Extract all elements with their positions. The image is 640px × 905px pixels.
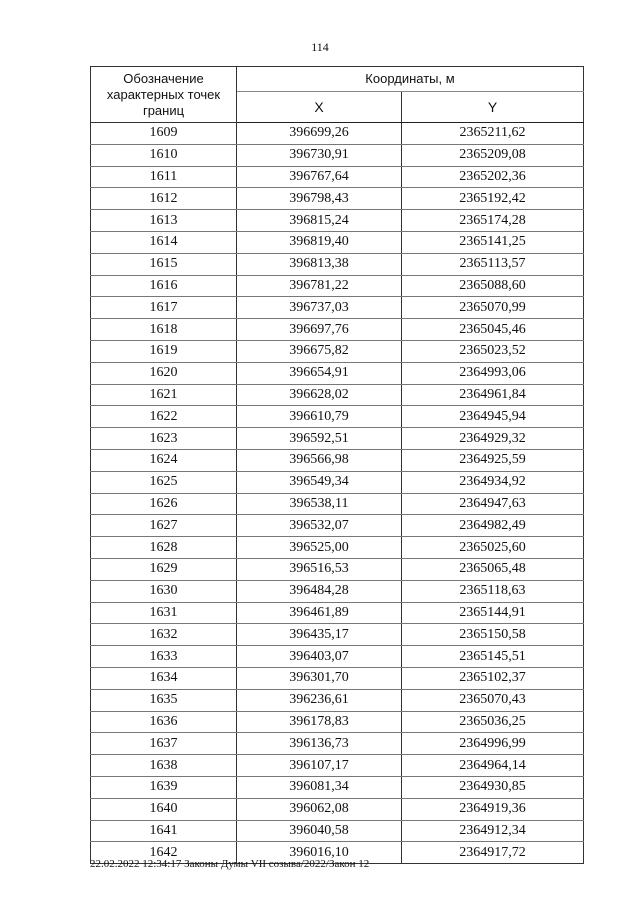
- y-coordinate-cell: 2364925,59: [402, 449, 584, 471]
- x-coordinate-cell: 396081,34: [237, 776, 402, 798]
- y-coordinate-cell: 2365070,43: [402, 689, 584, 711]
- y-coordinate-cell: 2364961,84: [402, 384, 584, 406]
- y-coordinate-cell: 2365113,57: [402, 253, 584, 275]
- table-row: [91, 776, 584, 798]
- point-id-cell: 1641: [91, 820, 237, 842]
- y-coordinate-cell: 2365088,60: [402, 275, 584, 297]
- point-id-cell: 1628: [91, 537, 237, 559]
- y-coordinate-cell: 2365118,63: [402, 580, 584, 602]
- point-id-cell: 1623: [91, 428, 237, 450]
- point-id-cell: 1615: [91, 253, 237, 275]
- x-coordinate-cell: 396592,51: [237, 428, 402, 450]
- y-coordinate-cell: 2365023,52: [402, 340, 584, 362]
- x-coordinate-cell: 396767,64: [237, 166, 402, 188]
- table-row: [91, 755, 584, 777]
- x-coordinate-cell: 396798,43: [237, 188, 402, 210]
- table-row: [91, 166, 584, 188]
- y-coordinate-cell: 2364930,85: [402, 776, 584, 798]
- y-coordinate-cell: 2365174,28: [402, 210, 584, 232]
- table-row: [91, 231, 584, 253]
- table-row: [91, 711, 584, 733]
- table-row: [91, 144, 584, 166]
- point-id-cell: 1638: [91, 755, 237, 777]
- table-row: [91, 406, 584, 428]
- x-coordinate-cell: 396566,98: [237, 449, 402, 471]
- y-coordinate-cell: 2365141,25: [402, 231, 584, 253]
- y-coordinate-cell: 2365036,25: [402, 711, 584, 733]
- x-column-header: X: [237, 92, 402, 123]
- point-id-cell: 1629: [91, 558, 237, 580]
- table-row: [91, 689, 584, 711]
- x-coordinate-cell: 396549,34: [237, 471, 402, 493]
- point-id-cell: 1614: [91, 231, 237, 253]
- table-body: [91, 123, 584, 864]
- point-id-cell: 1609: [91, 123, 237, 145]
- point-id-cell: 1619: [91, 340, 237, 362]
- x-coordinate-cell: 396730,91: [237, 144, 402, 166]
- y-coordinate-cell: 2365144,91: [402, 602, 584, 624]
- footer-stamp: 22.02.2022 12:34:17 Законы Думы VII созыва/2022/Закон 12: [90, 858, 370, 870]
- y-coordinate-cell: 2365145,51: [402, 646, 584, 668]
- point-id-cell: 1635: [91, 689, 237, 711]
- y-coordinate-cell: 2364945,94: [402, 406, 584, 428]
- x-coordinate-cell: 396062,08: [237, 798, 402, 820]
- point-id-cell: 1617: [91, 297, 237, 319]
- x-coordinate-cell: 396628,02: [237, 384, 402, 406]
- x-coordinate-cell: 396484,28: [237, 580, 402, 602]
- table-row: [91, 340, 584, 362]
- x-coordinate-cell: 396815,24: [237, 210, 402, 232]
- x-coordinate-cell: 396136,73: [237, 733, 402, 755]
- x-coordinate-cell: 396301,70: [237, 667, 402, 689]
- table-row: [91, 602, 584, 624]
- point-id-cell: 1613: [91, 210, 237, 232]
- table-header-row: [91, 67, 584, 92]
- y-column-header: Y: [402, 92, 584, 123]
- point-id-cell: 1626: [91, 493, 237, 515]
- table-row: [91, 188, 584, 210]
- point-id-cell: 1642: [91, 842, 237, 864]
- y-coordinate-cell: 2365065,48: [402, 558, 584, 580]
- table-row: [91, 537, 584, 559]
- point-id-cell: 1634: [91, 667, 237, 689]
- table-row: [91, 515, 584, 537]
- y-coordinate-cell: 2365192,42: [402, 188, 584, 210]
- table-row: [91, 667, 584, 689]
- x-coordinate-cell: 396461,89: [237, 602, 402, 624]
- x-coordinate-cell: 396525,00: [237, 537, 402, 559]
- point-id-cell: 1612: [91, 188, 237, 210]
- point-id-cell: 1620: [91, 362, 237, 384]
- coordinates-table: [90, 66, 584, 864]
- y-coordinate-cell: 2365102,37: [402, 667, 584, 689]
- y-coordinate-cell: 2364964,14: [402, 755, 584, 777]
- point-id-cell: 1637: [91, 733, 237, 755]
- point-id-cell: 1611: [91, 166, 237, 188]
- x-coordinate-cell: 396819,40: [237, 231, 402, 253]
- table-row: [91, 733, 584, 755]
- point-id-cell: 1627: [91, 515, 237, 537]
- table-row: [91, 558, 584, 580]
- table-row: [91, 493, 584, 515]
- x-coordinate-cell: 396610,79: [237, 406, 402, 428]
- point-id-cell: 1632: [91, 624, 237, 646]
- point-designation-header: Обозначение характерных точек границ: [91, 67, 237, 123]
- table-row: [91, 384, 584, 406]
- point-id-cell: 1622: [91, 406, 237, 428]
- point-id-cell: 1625: [91, 471, 237, 493]
- x-coordinate-cell: 396781,22: [237, 275, 402, 297]
- table-row: [91, 820, 584, 842]
- table-header: [91, 67, 584, 123]
- y-coordinate-cell: 2365070,99: [402, 297, 584, 319]
- y-coordinate-cell: 2364993,06: [402, 362, 584, 384]
- x-coordinate-cell: 396675,82: [237, 340, 402, 362]
- point-id-cell: 1640: [91, 798, 237, 820]
- x-coordinate-cell: 396737,03: [237, 297, 402, 319]
- table-row: [91, 319, 584, 341]
- point-id-cell: 1636: [91, 711, 237, 733]
- y-coordinate-cell: 2365209,08: [402, 144, 584, 166]
- table-row: [91, 449, 584, 471]
- table-row: [91, 362, 584, 384]
- y-coordinate-cell: 2364919,36: [402, 798, 584, 820]
- x-coordinate-cell: 396654,91: [237, 362, 402, 384]
- point-id-cell: 1616: [91, 275, 237, 297]
- y-coordinate-cell: 2365150,58: [402, 624, 584, 646]
- table-row: [91, 646, 584, 668]
- table-row: [91, 624, 584, 646]
- point-id-cell: 1618: [91, 319, 237, 341]
- table-row: [91, 798, 584, 820]
- point-id-cell: 1639: [91, 776, 237, 798]
- x-coordinate-cell: 396178,83: [237, 711, 402, 733]
- table-row: [91, 297, 584, 319]
- point-id-cell: 1631: [91, 602, 237, 624]
- coordinates-header: Координаты, м: [237, 67, 584, 92]
- x-coordinate-cell: 396435,17: [237, 624, 402, 646]
- y-coordinate-cell: 2365045,46: [402, 319, 584, 341]
- x-coordinate-cell: 396236,61: [237, 689, 402, 711]
- point-id-cell: 1630: [91, 580, 237, 602]
- page-number: 114: [311, 40, 329, 54]
- y-coordinate-cell: 2364996,99: [402, 733, 584, 755]
- point-id-cell: 1624: [91, 449, 237, 471]
- x-coordinate-cell: 396040,58: [237, 820, 402, 842]
- table-row: [91, 275, 584, 297]
- x-coordinate-cell: 396516,53: [237, 558, 402, 580]
- table-row: [91, 210, 584, 232]
- y-coordinate-cell: 2364929,32: [402, 428, 584, 450]
- y-coordinate-cell: 2365202,36: [402, 166, 584, 188]
- table-row: [91, 428, 584, 450]
- x-coordinate-cell: 396538,11: [237, 493, 402, 515]
- y-coordinate-cell: 2365025,60: [402, 537, 584, 559]
- x-coordinate-cell: 396697,76: [237, 319, 402, 341]
- table-row: [91, 253, 584, 275]
- x-coordinate-cell: 396016,10: [237, 842, 402, 864]
- x-coordinate-cell: 396813,38: [237, 253, 402, 275]
- y-coordinate-cell: 2364934,92: [402, 471, 584, 493]
- y-coordinate-cell: 2364917,72: [402, 842, 584, 864]
- table-row: [91, 123, 584, 145]
- y-coordinate-cell: 2364982,49: [402, 515, 584, 537]
- table-row: [91, 471, 584, 493]
- x-coordinate-cell: 396699,26: [237, 123, 402, 145]
- table-row: [91, 580, 584, 602]
- point-id-cell: 1621: [91, 384, 237, 406]
- x-coordinate-cell: 396403,07: [237, 646, 402, 668]
- x-coordinate-cell: 396532,07: [237, 515, 402, 537]
- y-coordinate-cell: 2364947,63: [402, 493, 584, 515]
- y-coordinate-cell: 2364912,34: [402, 820, 584, 842]
- y-coordinate-cell: 2365211,62: [402, 123, 584, 145]
- point-id-cell: 1633: [91, 646, 237, 668]
- x-coordinate-cell: 396107,17: [237, 755, 402, 777]
- point-id-cell: 1610: [91, 144, 237, 166]
